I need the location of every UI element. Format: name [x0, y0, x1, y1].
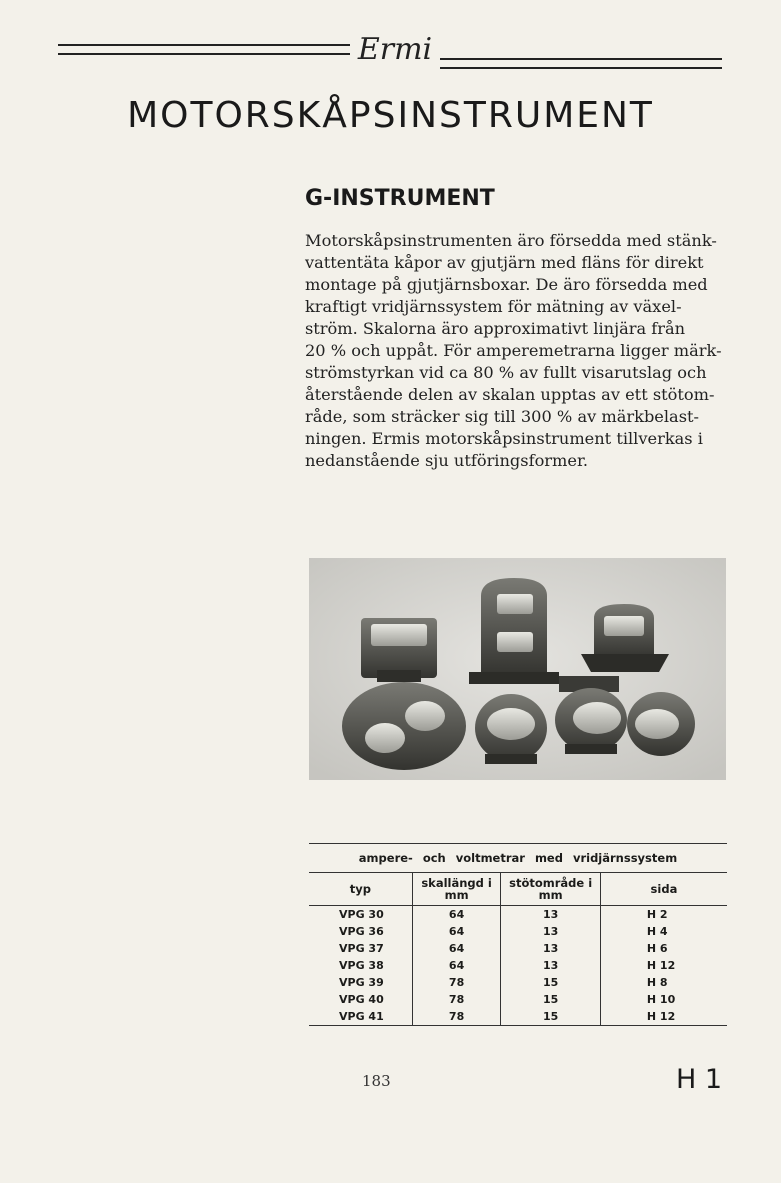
small-round-meter-image: [627, 692, 695, 756]
cell-sida: H 8: [600, 974, 727, 991]
cell-sida: H 2: [600, 906, 727, 924]
cell-typ: VPG 30: [339, 908, 384, 921]
table-header-row: [309, 873, 727, 906]
header-rule-left: [58, 44, 350, 55]
cell-typ: VPG 37: [339, 942, 384, 955]
cell-stotomrade: 13: [501, 923, 600, 940]
header-rule-right: [440, 58, 722, 69]
cell-skallangd: 64: [412, 906, 501, 924]
cell-skallangd: 78: [412, 1008, 501, 1026]
cell-skallangd: 78: [412, 974, 501, 991]
instruments-photo: [309, 558, 726, 780]
page-number: 183: [362, 1072, 391, 1090]
header-skallangd-line1: skallängd i: [421, 876, 492, 890]
cell-sida: H 6: [600, 940, 727, 957]
paragraph-line: nedanstående sju utföringsformer.: [305, 451, 589, 470]
paragraph-line: vattentäta kåpor av gjutjärn med fläns för direkt: [305, 253, 704, 272]
table-row: [309, 923, 727, 940]
header-stotomrade-line2: mm: [538, 888, 563, 902]
table-row: [309, 1008, 727, 1026]
cell-stotomrade: 15: [501, 974, 600, 991]
cell-stotomrade: 13: [501, 940, 600, 957]
tall-double-meter-image: [469, 578, 559, 684]
paragraph-line: återstående delen av skalan upptas av ett stötom-: [305, 385, 715, 404]
header-skallangd-line2: mm: [444, 888, 469, 902]
round-meter-with-box-image: [555, 676, 627, 754]
cell-sida: H 4: [600, 923, 727, 940]
cell-sida: H 12: [600, 957, 727, 974]
header-stotomrade: [501, 873, 600, 906]
cell-skallangd: 78: [412, 991, 501, 1008]
cell-skallangd: 64: [412, 923, 501, 940]
table-row: [309, 957, 727, 974]
header-stotomrade-line1: stötområde i: [509, 876, 593, 890]
cell-typ: VPG 38: [339, 959, 384, 972]
cell-typ: VPG 39: [339, 976, 384, 989]
cell-stotomrade: 13: [501, 957, 600, 974]
description-paragraph: [305, 230, 725, 472]
cell-sida: H 12: [600, 1008, 727, 1026]
paragraph-line: montage på gjutjärnsboxar. De äro försedda med: [305, 275, 708, 294]
cell-sida: H 10: [600, 991, 727, 1008]
paragraph-line: 20 % och uppåt. För amperemetrarna ligger märk-: [305, 341, 722, 360]
cell-skallangd: 64: [412, 957, 501, 974]
spec-table: [309, 873, 727, 1026]
paragraph-line: råde, som sträcker sig till 300 % av märkbelast-: [305, 407, 699, 426]
paragraph-line: Motorskåpsinstrumenten äro försedda med stänk-: [305, 231, 717, 250]
header-sida: sida: [600, 873, 727, 906]
square-meter-image: [361, 618, 437, 682]
ermi-logo: Ermi: [357, 32, 433, 67]
cell-typ: VPG 36: [339, 925, 384, 938]
cell-skallangd: 64: [412, 940, 501, 957]
paragraph-line: ström. Skalorna äro approximativt linjära från: [305, 319, 686, 338]
cell-stotomrade: 15: [501, 1008, 600, 1026]
header-typ: typ: [309, 873, 412, 906]
paragraph-line: strömstyrkan vid ca 80 % av fullt visarutslag och: [305, 363, 707, 382]
table-row: [309, 991, 727, 1008]
section-code: H 1: [676, 1064, 723, 1095]
table-row: [309, 940, 727, 957]
paragraph-line: kraftigt vridjärnssystem för mätning av växel-: [305, 297, 682, 316]
header-skallangd: [412, 873, 501, 906]
section-subtitle: G-INSTRUMENT: [305, 186, 495, 211]
table-caption: ampere- och voltmetrar med vridjärnssystem: [309, 843, 727, 873]
page-title: MOTORSKÅPSINSTRUMENT: [127, 95, 654, 136]
cell-stotomrade: 13: [501, 906, 600, 924]
table-row: [309, 906, 727, 924]
cell-typ: VPG 40: [339, 993, 384, 1006]
cell-typ: VPG 41: [309, 1008, 412, 1026]
paragraph-line: ningen. Ermis motorskåpsinstrument tillverkas i: [305, 429, 703, 448]
cell-stotomrade: 15: [501, 991, 600, 1008]
oval-double-meter-image: [342, 682, 466, 770]
table-row: [309, 974, 727, 991]
